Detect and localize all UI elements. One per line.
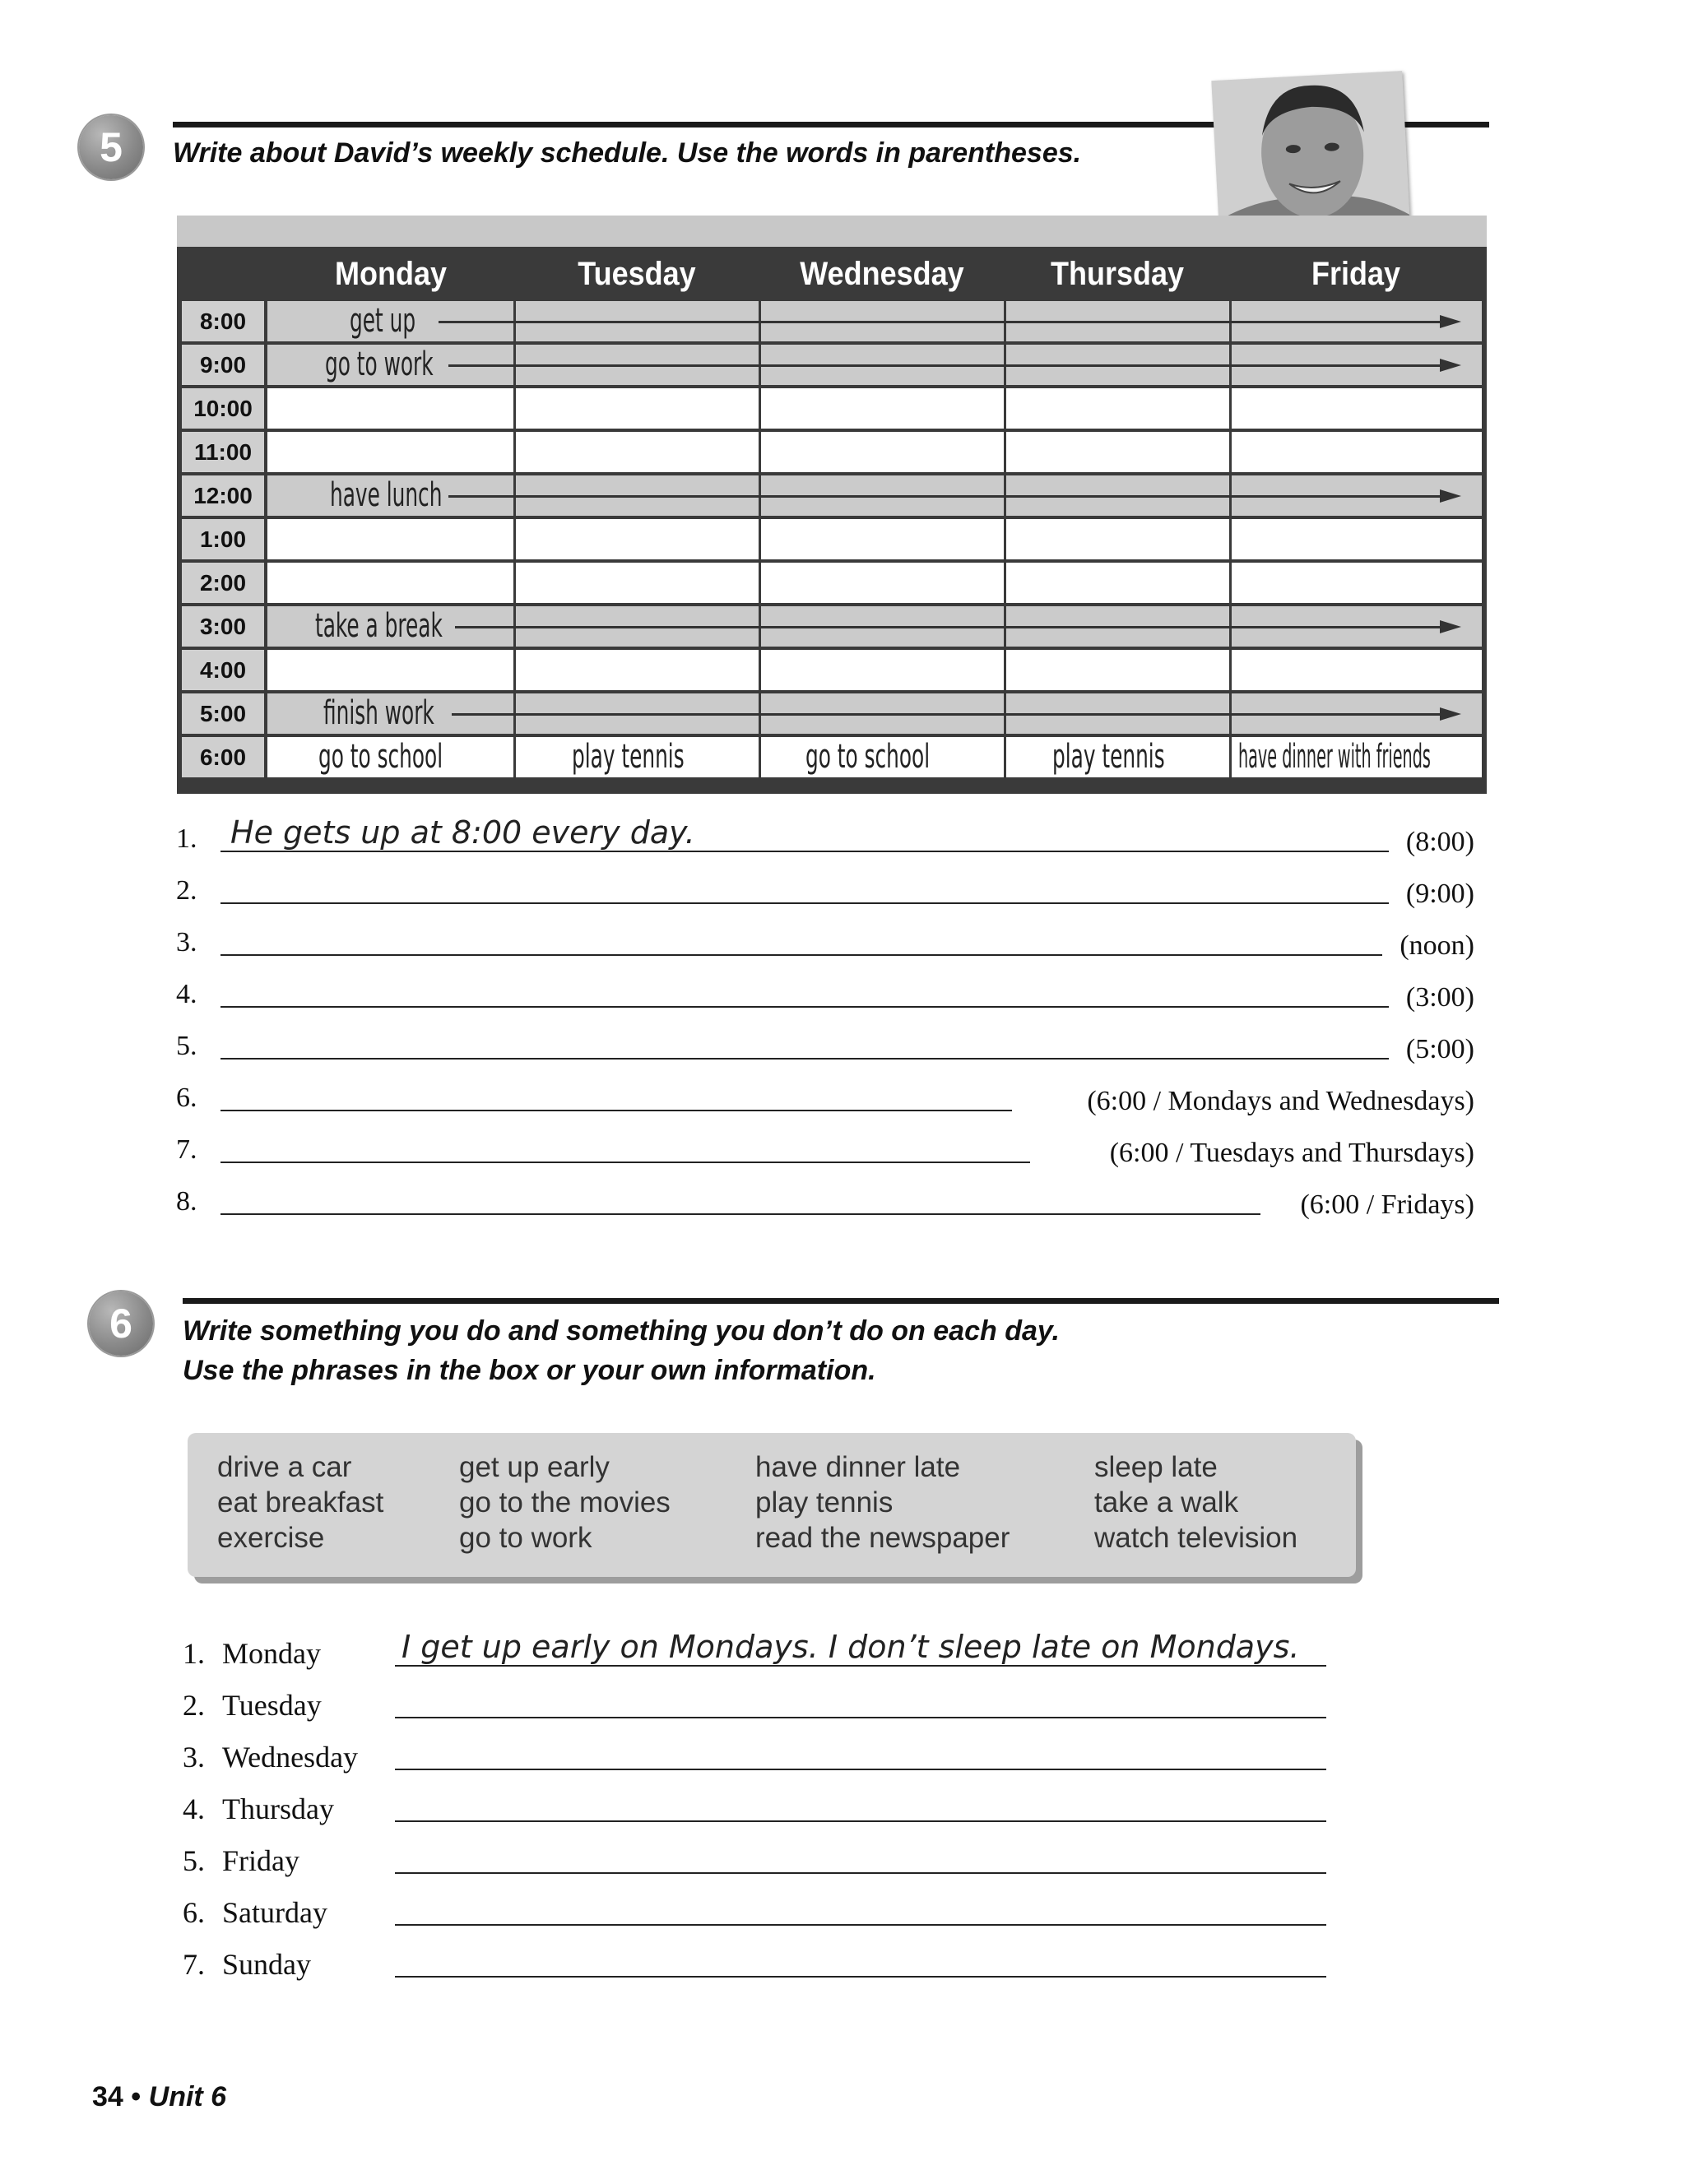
question-1-answer: He gets up at 8:00 every day. (230, 814, 695, 851)
time-1: 1:00 (182, 519, 264, 563)
answer-line[interactable] (395, 1976, 1326, 1978)
answer-line[interactable] (395, 1665, 1326, 1667)
schedule-header-tuesday: Tuesday (578, 256, 696, 292)
question-hint: (8:00) (1405, 827, 1474, 857)
arrow-head-icon (1440, 315, 1461, 328)
answer-line[interactable] (220, 1110, 1012, 1111)
row-band-1 (267, 519, 1482, 559)
answer-line[interactable] (395, 1717, 1326, 1718)
page-number: 34 (92, 2081, 123, 2112)
question-number: 8. (176, 1186, 197, 1217)
col-line (513, 301, 516, 781)
time-6: 6:00 (182, 737, 264, 781)
evening-tuesday: play tennis (572, 738, 685, 776)
answer-line[interactable] (220, 1006, 1389, 1008)
day-number: 2. (183, 1689, 205, 1722)
activity-finish-work: finish work (323, 694, 434, 732)
arrow-get-up (439, 321, 1442, 323)
question-hint: (noon) (1400, 930, 1474, 961)
day-name: Friday (222, 1844, 299, 1877)
phrase: get up early (459, 1451, 610, 1483)
schedule-header-wednesday: Wednesday (800, 256, 964, 292)
col-line (1229, 301, 1232, 781)
question-number: 2. (176, 875, 197, 906)
day-number: 7. (183, 1948, 205, 1981)
answer-line[interactable] (220, 1162, 1030, 1163)
row-band-11 (267, 432, 1482, 472)
row-band-4 (267, 650, 1482, 690)
exercise-5-instruction: Write about David’s weekly schedule. Use the words in parentheses. (173, 137, 1082, 169)
day-name: Tuesday (222, 1689, 322, 1722)
answer-line[interactable] (220, 851, 1389, 852)
question-hint: (6:00 / Mondays and Wednesdays) (1087, 1086, 1474, 1116)
exercise-6-instruction-line-1: Write something you do and something you don’t do on each day. (183, 1315, 1060, 1347)
exercise-6-instruction-line-2: Use the phrases in the box or your own information. (183, 1355, 876, 1386)
arrow-head-icon (1440, 620, 1461, 633)
answer-line[interactable] (395, 1924, 1326, 1926)
day-number: 3. (183, 1741, 205, 1774)
day-name: Wednesday (222, 1741, 359, 1774)
question-number: 5. (176, 1031, 197, 1061)
day-name: Thursday (222, 1792, 334, 1825)
question-number: 7. (176, 1134, 197, 1165)
answer-line[interactable] (395, 1769, 1326, 1770)
phrase: go to work (459, 1522, 592, 1554)
day-number: 4. (183, 1792, 205, 1825)
schedule-header-friday: Friday (1311, 256, 1401, 292)
phrase: play tennis (755, 1486, 894, 1519)
answer-line[interactable] (220, 1213, 1260, 1215)
question-hint: (9:00) (1405, 879, 1474, 909)
schedule-header-monday: Monday (334, 256, 448, 292)
arrow-finish-work (452, 713, 1442, 716)
phrase: exercise (217, 1522, 325, 1554)
exercise-5-number: 5 (79, 115, 143, 179)
question-number: 6. (176, 1083, 197, 1113)
day-1-answer: I get up early on Mondays. I don’t sleep late on Mondays. (402, 1629, 1300, 1665)
question-hint: (6:00 / Tuesdays and Thursdays) (1109, 1138, 1474, 1168)
time-9: 9:00 (182, 345, 264, 388)
arrow-head-icon (1440, 359, 1461, 372)
time-5: 5:00 (182, 693, 264, 737)
answer-line[interactable] (395, 1872, 1326, 1874)
phrase-box (188, 1433, 1356, 1577)
evening-wednesday: go to school (805, 738, 931, 776)
time-11: 11:00 (182, 432, 264, 475)
evening-monday: go to school (318, 738, 443, 776)
schedule-header-thursday: Thursday (1050, 256, 1185, 292)
phrase: drive a car (217, 1451, 352, 1483)
day-name: Monday (222, 1637, 321, 1670)
evening-friday: have dinner with friends (1238, 738, 1431, 776)
col-line (759, 301, 761, 781)
time-8: 8:00 (182, 301, 264, 345)
activity-get-up: get up (350, 302, 416, 340)
time-10: 10:00 (182, 388, 264, 432)
answer-line[interactable] (220, 1058, 1389, 1060)
day-name: Saturday (222, 1896, 327, 1929)
activity-go-to-work: go to work (325, 345, 434, 383)
schedule-table (177, 247, 1487, 794)
arrow-go-to-work (448, 364, 1442, 367)
day-number: 6. (183, 1896, 205, 1929)
phrase: watch television (1094, 1522, 1298, 1554)
question-hint: (6:00 / Fridays) (1300, 1189, 1474, 1220)
question-hint: (5:00) (1405, 1034, 1474, 1064)
time-3: 3:00 (182, 606, 264, 650)
phrase: take a walk (1094, 1486, 1239, 1519)
day-number: 1. (183, 1637, 205, 1670)
unit-label: Unit 6 (148, 2081, 227, 2112)
activity-take-a-break: take a break (315, 607, 443, 645)
question-number: 4. (176, 979, 197, 1009)
question-number: 1. (176, 823, 197, 854)
activity-have-lunch: have lunch (330, 476, 443, 514)
question-number: 3. (176, 927, 197, 958)
arrow-take-a-break (455, 626, 1442, 628)
phrase: sleep late (1094, 1451, 1218, 1483)
evening-thursday: play tennis (1052, 738, 1165, 776)
day-name: Sunday (222, 1948, 311, 1981)
row-band-2 (267, 563, 1482, 603)
exercise-6-number: 6 (89, 1291, 153, 1356)
arrow-head-icon (1440, 707, 1461, 721)
answer-line[interactable] (220, 954, 1382, 956)
phrase: eat breakfast (217, 1486, 384, 1519)
phrase: read the newspaper (755, 1522, 1010, 1554)
answer-line[interactable] (395, 1820, 1326, 1822)
time-4: 4:00 (182, 650, 264, 693)
answer-line[interactable] (220, 902, 1389, 904)
page-footer (92, 2081, 226, 2113)
phrase: go to the movies (459, 1486, 671, 1519)
question-hint: (3:00) (1405, 982, 1474, 1013)
arrow-head-icon (1440, 489, 1461, 503)
exercise-6-rule (183, 1298, 1499, 1304)
footer-bullet: • (131, 2081, 142, 2112)
arrow-have-lunch (448, 495, 1442, 498)
day-number: 5. (183, 1844, 205, 1877)
row-band-10 (267, 388, 1482, 429)
time-2: 2:00 (182, 563, 264, 606)
col-line (1004, 301, 1006, 781)
schedule-shadow-band (177, 216, 1487, 250)
phrase: have dinner late (755, 1451, 961, 1483)
time-12: 12:00 (182, 475, 264, 519)
